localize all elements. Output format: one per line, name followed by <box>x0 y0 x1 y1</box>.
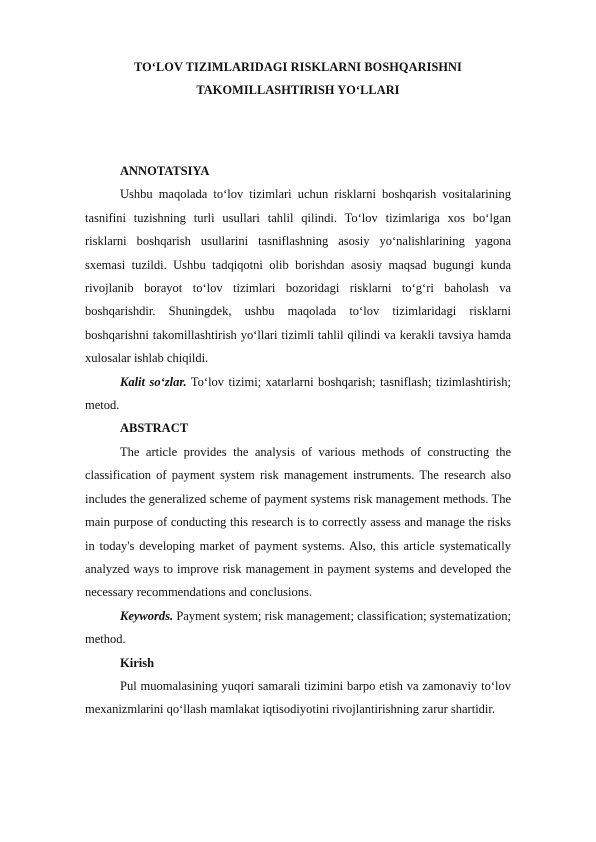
article-title <box>85 57 511 103</box>
annotation-paragraph: Ushbu maqolada to‘lov tizimlari uchun risklarni boshqarish vositalarining tasnifini tuzishning turli usullari tahlil qilindi. To‘lov tizimlariga xos bo‘lgan risklarni boshqarish usullarini tasniflashning asosiy yo‘nalishlarining yagona sxemasi tuzildi. Ushbu tadqiqotni olib borishdan asosiy maqsad bugungi kunda rivojlanib borayot to‘lov tizimlari bozoridagi risklarni to‘g‘ri baholash va boshqarishdir. Shuningdek, ushbu maqolada to‘lov tizimlaridagi risklarni boshqarishni takomillashtirish yo‘llari tizimli tahlil qilindi va kerakli tavsiya hamda xulosalar ishlab chiqildi. <box>85 187 511 366</box>
annotation-keywords-label: Kalit so‘zlar. <box>120 374 187 389</box>
abstract-paragraph: The article provides the analysis of various methods of constructing the classification of payment system risk management instruments. The research also includes the generalized scheme of payment systems risk management methods. The main purpose of conducting this research is to correctly assess and manage the risks in today's developing market of payment systems. Also, this article systematically analyzed ways to improve risk management in payment systems and developed the necessary recommendations and conclusions. <box>85 444 511 600</box>
annotation-keywords-text: To‘lov tizimi; xatarlarni boshqarish; tasniflash; tizimlashtirish; metod. <box>85 374 511 413</box>
intro-paragraph: Pul muomalasining yuqori samarali tizimini barpo etish va zamonaviy to‘lov mexanizmlarini qo‘llash mamlakat iqtisodiyotini rivojlantirishning zarur shartidir. <box>85 678 511 717</box>
title-line-1: TO‘LOV TIZIMLARIDAGI RISKLARNI BOSHQARISHNI <box>134 60 462 74</box>
abstract-keywords-text: Payment system; risk management; classification; systematization; method. <box>85 608 511 647</box>
annotation-heading: ANNOTATSIYA <box>120 164 210 178</box>
title-line-2: TAKOMILLASHTIRISH YO‘LLARI <box>196 83 400 97</box>
annotation-keywords <box>85 371 511 418</box>
intro-heading: Kirish <box>120 655 155 670</box>
abstract-keywords-label: Keywords. <box>120 608 174 623</box>
article-body <box>85 160 511 722</box>
abstract-heading: ABSTRACT <box>120 421 189 436</box>
abstract-keywords <box>85 605 511 652</box>
